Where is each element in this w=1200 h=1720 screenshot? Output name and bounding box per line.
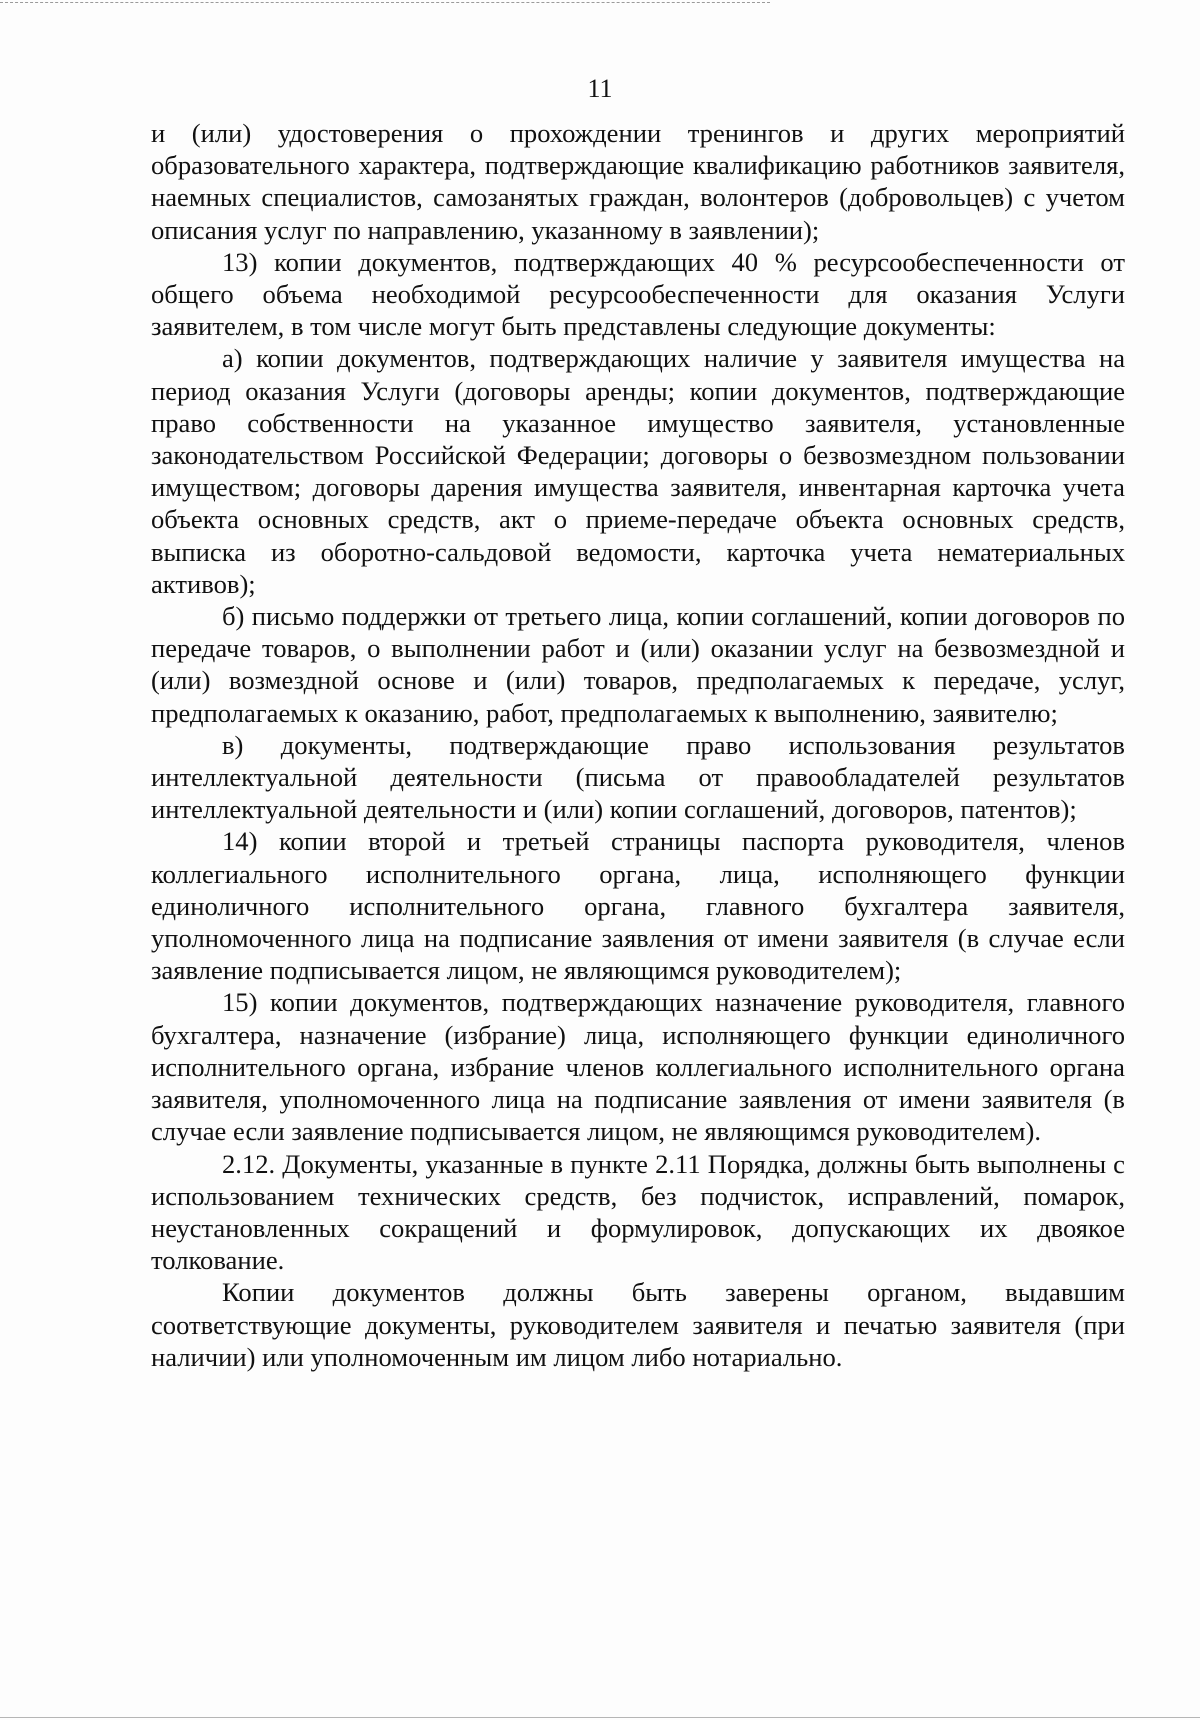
document-body <box>151 117 1125 1373</box>
paragraph-item-15: 15) копии документов, подтверждающих назначение руководителя, главного бухгалтера, назначение (избрание) лица, исполняющего функции единоличного исполнительного органа, избрание членов коллегиального исполнительного органа заявителя, уполномоченного лица на подписание заявления от имени заявителя (в случае если заявление подписывается лицом, не являющимся руководителем). <box>151 987 1125 1147</box>
paragraph-continuation: и (или) удостоверения о прохождении тренингов и других мероприятий образовательного характера, подтверждающие квалификацию работников заявителя, наемных специалистов, самозанятых граждан, волонтеров (добровольцев) с учетом описания услуг по направлению, указанному в заявлении); <box>151 118 1125 245</box>
paragraph-copies-certification: Копии документов должны быть заверены органом, выдавшим соответствующие документы, руководителем заявителя и печатью заявителя (при наличии) или уполномоченным им лицом либо нотариально. <box>151 1277 1125 1372</box>
paragraph-item-14: 14) копии второй и третьей страницы паспорта руководителя, членов коллегиального исполнительного органа, лица, исполняющего функции единоличного исполнительного органа, главного бухгалтера заявителя, уполномоченного лица на подписание заявления от имени заявителя (в случае если заявление подписывается лицом, не являющимся руководителем); <box>151 826 1125 986</box>
paragraph-section-2-12: 2.12. Документы, указанные в пункте 2.11 Порядка, должны быть выполнены с использованием технических средств, без подчисток, исправлений, помарок, неустановленных сокращений и формулировок, допускающих их двоякое толкование. <box>151 1148 1125 1276</box>
page-number: 11 <box>587 74 613 103</box>
scan-edge-top <box>0 2 770 3</box>
scan-edge-bottom <box>0 1717 1200 1718</box>
paragraph-subitem-a: а) копии документов, подтверждающих наличие у заявителя имущества на период оказания Услуги (договоры аренды; копии документов, подтверждающие право собственности на указанное имущество заявителя, установленные законодательством Российской Федерации; договоры о безвозмездном пользовании имуществом; договоры дарения имущества заявителя, инвентарная карточка учета объекта основных средств, акт о приеме-передаче объекта основных средств, выписка из оборотно-сальдовой ведомости, карточка учета нематериальных активов); <box>151 343 1125 599</box>
paragraph-item-13: 13) копии документов, подтверждающих 40 % ресурсообеспеченности от общего объема необходимой ресурсообеспеченности для оказания Услуги заявителем, в том числе могут быть представлены следующие документы: <box>151 246 1125 342</box>
paragraph-subitem-v: в) документы, подтверждающие право использования результатов интеллектуальной деятельности (письма от правообладателей результатов интеллектуальной деятельности и (или) копии соглашений, договоров, патентов); <box>151 729 1125 825</box>
paragraph-subitem-b: б) письмо поддержки от третьего лица, копии соглашений, копии договоров по передаче товаров, о выполнении работ и (или) оказании услуг на безвозмездной и (или) возмездной основе и (или) товаров, предполагаемых к передаче, услуг, предполагаемых к оказанию, работ, предполагаемых к выполнению, заявителю; <box>151 601 1125 728</box>
